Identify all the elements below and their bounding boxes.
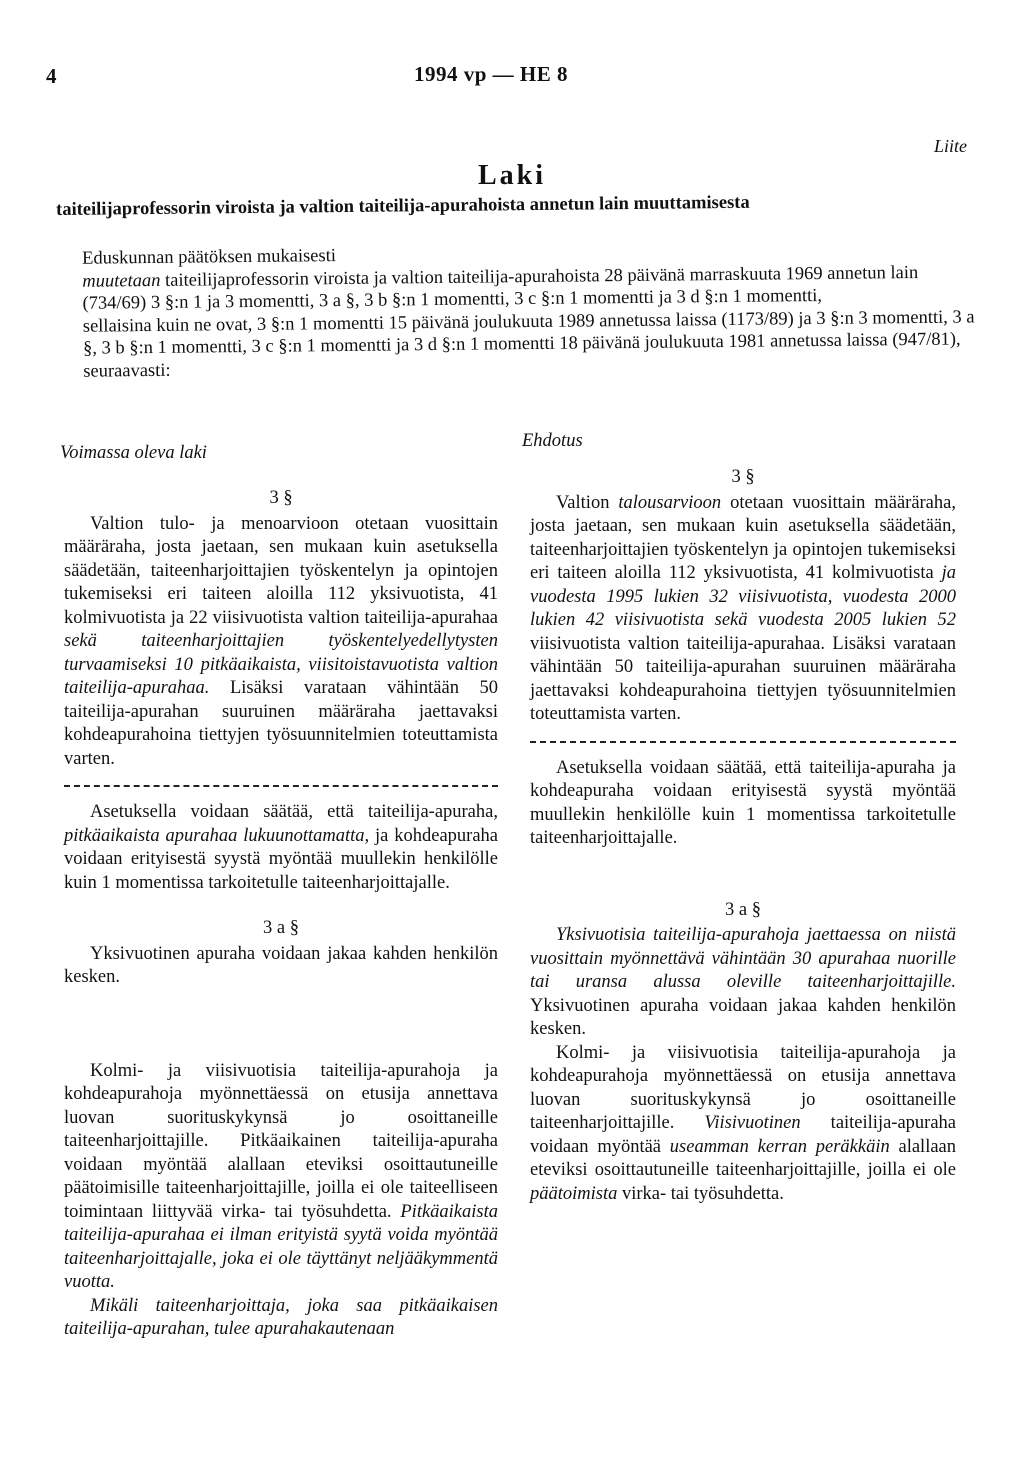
left-p1-text-b: Lisäksi varataan vähintään 50 taiteilija-apurahan suuruinen määräraha jaettavaksi kohdeapurahoina tiettyjen työsuunnitelmien toteuttamista varten.: [64, 678, 498, 769]
document-title: Laki: [477, 160, 547, 191]
left-p1-emphasis: sekä taiteenharjoittajien työskentelyedellytysten turvaamiseksi 10 pitkäaikaista, viisitoistavuotista valtion taiteilija-apurahaa.: [64, 631, 498, 698]
right-section-3b-paragraph-1: [530, 1042, 956, 1207]
document-subtitle: taiteilijaprofessorin viroista ja valtion taiteilija-apurahoista annetun lain muuttamisesta: [56, 192, 750, 220]
intro-verb: muutetaan: [82, 270, 161, 292]
right-p3-emphasis: Yksivuotisia taiteilija-apurahoja jaettaessa on niistä vuosittain myönnettävä vähintään 30 apurahaa nuorille tai uransa alussa oleville taiteenharjoittajille.: [530, 925, 956, 992]
intro-block: [56, 238, 977, 383]
right-column: [530, 466, 956, 1206]
left-p2-emphasis: pitkäaikaista apurahaa lukuunottamatta,: [64, 825, 370, 846]
running-header: 1994 vp — HE 8: [414, 62, 569, 86]
right-p4-text-d: virka- tai työsuhdetta.: [617, 1183, 784, 1204]
left-p4-emphasis: Pitkäaikaista taiteilija-apurahaa ei ilman erityistä syytä voida myöntää taiteenharjoittajalle, joka ei ole täyttänyt neljääkymmentä vuotta.: [64, 1201, 498, 1292]
left-section-3-heading: 3 §: [269, 488, 293, 508]
right-p4-text-c: alallaan eteviksi osoittautuneille taiteenharjoittajille, joilla ei ole: [530, 1136, 957, 1180]
left-section-3-paragraph-1: [64, 513, 498, 772]
left-p4-text-a: Kolmi- ja viisivuotisia taiteilija-apurahoja ja kohdeapurahoja myönnettäessä on etusija annettava luovan suorituskykynsä jo osoittaneille taiteenharjoittajille. Pitkäaikainen taiteilija-apuraha voidaan myöntää alallaan eteviksi osoittautuneille päätoimisille taiteenharjoittajille, joilla ei ole taiteelliseen toimintaan liittyvää virka- tai työsuhdetta.: [64, 1060, 498, 1222]
right-p4-emphasis-2: useamman kerran peräkkäin: [669, 1136, 890, 1157]
right-section-3-heading: 3 §: [731, 467, 755, 487]
right-p1-text-c: viisivuotista valtion taiteilija-apurahaa. Lisäksi varataan vähintään 50 taiteilija-apurahan suuruinen määräraha jaettavaksi kohdeapurahoina tiettyjen työsuunnitelmien toteuttamista varten.: [530, 633, 956, 724]
right-p1-text-b: otetaan vuosittain määräraha, josta jaetaan, sen mukaan kuin asetuksella säädetään, taiteenharjoittajien työskentelyn ja opintojen tukemiseksi eri taiteen aloilla 112 yksivuotista, 41 kolmivuotista: [530, 492, 956, 583]
right-p1-emphasis-1: talousarvioon: [618, 492, 722, 513]
right-section-3-paragraph-2: Asetuksella voidaan säätää, että taiteilija-apuraha ja kohdeapuraha voidaan erityisestä syystä myöntää muullekin henkilölle kuin 1 momentissa tarkoitetulle taiteenharjoittajalle.: [530, 757, 956, 848]
left-section-3b-paragraph-2: [64, 1295, 498, 1342]
right-section-3a-heading: 3 a §: [725, 899, 761, 920]
left-section-3a-paragraph-1: Yksivuotinen apuraha voidaan jakaa kahden henkilön kesken.: [64, 943, 498, 987]
right-column-heading: Ehdotus: [522, 431, 583, 451]
right-p4-text-a: Kolmi- ja viisivuotisia taiteilija-apurahoja ja kohdeapurahoja myönnettäessä on etusija annettava luovan suorituskykynsä jo osoittaneille taiteenharjoittajille.: [530, 1042, 956, 1133]
right-p1-emphasis-2: ja vuodesta 1995 lukien 32 viisivuotista, vuodesta 2000 lukien 42 viisivuotista sekä vuodesta 2005 lukien 52: [530, 563, 956, 630]
right-section-3-paragraph-1: [530, 492, 956, 727]
left-omission-line: [64, 785, 498, 787]
left-p1-text-a: Valtion tulo- ja menoarvioon otetaan vuosittain määräraha, josta jaetaan, sen mukaan kuin asetuksella säädetään, taiteenharjoittajien työskentelyn ja opintojen tukemiseksi eri taiteen aloilla 112 yksivuotista, 41 kolmivuotista ja 22 viisivuotista valtion taiteilija-apurahaa: [64, 513, 498, 628]
left-p2-text-a: Asetuksella voidaan säätää, että taiteilija-apuraha,: [90, 802, 498, 822]
page-number: 4: [46, 64, 57, 88]
right-p4-emphasis-3: päätoimista: [530, 1183, 618, 1204]
left-column-heading: Voimassa oleva laki: [60, 443, 207, 463]
right-p1-text-a: Valtion: [556, 492, 619, 513]
left-p2-text-b: ja kohdeapuraha voidaan erityisestä syystä myöntää muullekin henkilölle kuin 1 momentissa tarkoitetulle taiteenharjoittajalle.: [64, 825, 498, 893]
left-column: [64, 487, 498, 1342]
right-p4-text-b: taiteilija-apuraha voidaan myöntää: [530, 1113, 956, 1157]
right-omission-line: [530, 741, 956, 743]
left-p5-emphasis: Mikäli taiteenharjoittaja, joka saa pitkäaikaisen taiteilija-apurahan, tulee apurahakautenaan: [64, 1295, 498, 1339]
right-p4-emphasis-1: Viisivuotinen: [704, 1113, 801, 1133]
annex-label: Liite: [934, 136, 968, 156]
intro-line-1: Eduskunnan päätöksen mukaisesti: [82, 246, 337, 269]
left-section-3b-paragraph-1: [64, 1060, 498, 1295]
left-section-3-paragraph-2: [64, 801, 498, 895]
right-p3-text: Yksivuotinen apuraha voidaan jakaa kahden henkilön kesken.: [530, 995, 956, 1039]
left-section-3a-heading: 3 a §: [263, 918, 299, 938]
intro-line-3: sellaisina kuin ne ovat, 3 §:n 1 momentti 15 päivänä joulukuuta 1989 annetussa laissa (1173/89) ja 3 §:n 3 momentti, 3 a §, 3 b §:n 1 momentti, 3 c §:n 1 momentti ja 3 d §:n 1 momentti 18 päivänä joulukuuta 1981 annetussa laissa (947/81), seuraavasti:: [82, 306, 975, 382]
intro-line-2-text: taiteilijaprofessorin viroista ja valtion taiteilija-apurahoista 28 päivänä marraskuuta 1969 annetun lain (734/69) 3 §:n 1 ja 3 momentti, 3 a §, 3 b §:n 1 momentti, 3 c §:n 1 momentti ja 3 d §:n 1 momentti,: [82, 262, 919, 314]
right-section-3a-paragraph-1: [530, 924, 956, 1042]
